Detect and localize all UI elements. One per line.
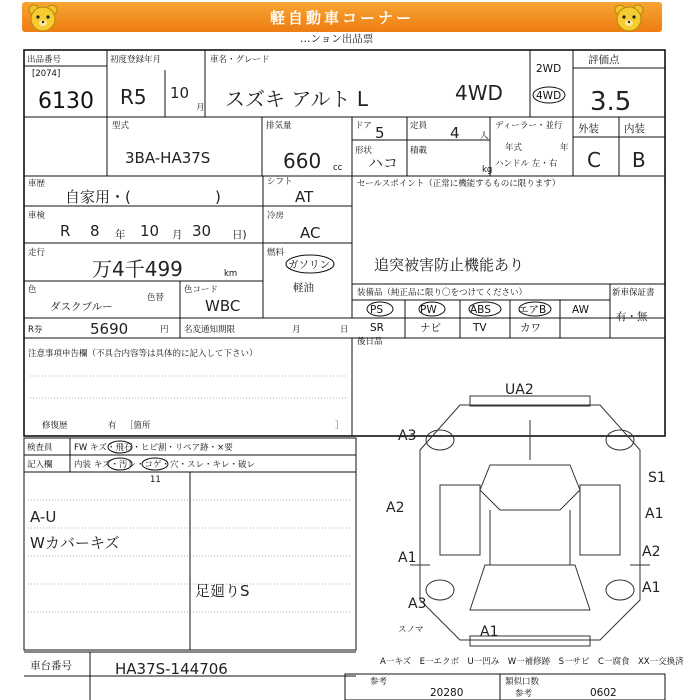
warranty-label: 新車保証書 xyxy=(612,288,655,298)
damage-mark-front-left: A3 xyxy=(398,428,417,444)
doors-value: 5 xyxy=(375,124,385,142)
usage-label: 車歴 xyxy=(28,179,46,189)
inspection-label: 車検 xyxy=(28,211,46,221)
diagram-caption: スノマ xyxy=(398,625,424,635)
handle-label: ハンドル 左・右 xyxy=(495,159,558,169)
repair-label: 修復歴 xyxy=(42,421,68,431)
model-year-unit: 年 xyxy=(560,143,569,153)
grade-label: 評価点 xyxy=(588,54,620,66)
shape-value: ハコ xyxy=(368,154,399,172)
color-code-label: 色コード xyxy=(184,285,219,295)
usage-close: ) xyxy=(215,188,221,206)
lot-code: [2074] xyxy=(32,69,61,79)
sales-point-label: セールスポイント（正常に機能するものに限ります） xyxy=(357,179,561,189)
damage-mark-right-s: S1 xyxy=(648,470,666,486)
equipment-label: 装備品（純正品に限り〇をつけてください） xyxy=(357,288,528,298)
mileage-unit: km xyxy=(224,269,238,279)
ac-label: 冷房 xyxy=(267,211,285,221)
damage-mark-rear-left: A3 xyxy=(408,596,427,612)
grade-value: 3.5 xyxy=(590,87,632,117)
inspection-day: 30 xyxy=(192,222,212,240)
inspector-row1: FW キズ・飛石・ヒビ割・リペア跡・×要 xyxy=(74,443,233,453)
delivery-label: 後日品 xyxy=(357,337,383,347)
damage-mark-right-quarter: A1 xyxy=(642,580,661,596)
title-change-day: 日 xyxy=(340,325,349,335)
displacement-value: 660 xyxy=(283,149,322,173)
inspector-row2: 内装 キズ・汚レ・コゲ・穴・スレ・キレ・破レ xyxy=(74,460,255,470)
title-change-month: 月 xyxy=(292,325,301,335)
inspection-month: 10 xyxy=(140,222,160,240)
fuel-value: ガソリン xyxy=(288,259,330,271)
interior-grade: B xyxy=(632,148,646,172)
car-name-label: 車名・グレード xyxy=(210,55,270,65)
equipment-aw: AW xyxy=(572,304,589,316)
shift-label: シフト xyxy=(267,177,293,187)
shift-value: AT xyxy=(295,188,314,206)
inspection-year-label: 年 xyxy=(115,229,126,241)
load-unit: kg xyxy=(482,165,493,175)
inspector-tick: 11 xyxy=(150,475,161,485)
sales-point-note: 追突被害防止機能あり xyxy=(374,256,525,274)
first-reg-value: R5 xyxy=(120,85,147,109)
first-reg-month: 10 xyxy=(170,84,190,102)
doors-label: ドア xyxy=(355,121,372,131)
usage-value: 自家用・( xyxy=(65,188,131,206)
equipment-pw: PW xyxy=(420,304,437,316)
inspection-era: R xyxy=(60,222,71,240)
ref1-label: 参考 xyxy=(370,677,388,687)
model-year-label: 年式 xyxy=(505,143,523,153)
damage-mark-right-door: A1 xyxy=(645,506,664,522)
exterior-grade: C xyxy=(587,148,601,172)
chassis-label: 車台番号 xyxy=(30,660,72,672)
damage-legend: A一キズ E一エクボ U一凹み W一補修跡 S一サビ C一腐食 XX一交換済 xyxy=(380,657,684,667)
equipment-abs: ABS xyxy=(470,304,491,316)
ref2-label: 類似口数 xyxy=(505,677,540,687)
damage-mark-rear: A1 xyxy=(480,624,499,640)
fuel-label: 燃料 xyxy=(267,248,285,258)
repair-close: ］ xyxy=(335,421,344,431)
displacement-unit: cc xyxy=(333,163,343,173)
model-value: 3BA-HA37S xyxy=(125,149,211,167)
color-tone-label: 色替 xyxy=(147,293,165,303)
equipment-leather: カワ xyxy=(520,322,541,334)
first-reg-label: 初度登録年月 xyxy=(110,55,162,65)
ref2-ref: 参考 xyxy=(515,689,533,699)
notes-label: 注意事項申告欄（不具合内容等は具体的に記入して下さい） xyxy=(28,349,258,359)
equipment-ps: PS xyxy=(370,304,383,316)
fuel-value2: 軽油 xyxy=(293,282,314,294)
capacity-unit: 人 xyxy=(480,131,489,141)
equipment-sr: SR xyxy=(370,322,384,334)
color-label: 色 xyxy=(28,285,37,295)
title-change-label: 名変通知期限 xyxy=(184,325,236,335)
exterior-label: 外装 xyxy=(578,123,599,135)
inspector-label2: 記入欄 xyxy=(27,460,53,470)
load-label: 積載 xyxy=(410,146,428,156)
inspection-month-label: 月 xyxy=(172,229,183,241)
inspection-year: 8 xyxy=(90,222,100,240)
chassis-value: HA37S-144706 xyxy=(115,660,228,678)
displacement-label: 排気量 xyxy=(266,121,292,131)
damage-mark-left-door: A2 xyxy=(386,500,405,516)
ac-value: AC xyxy=(300,224,321,242)
auction-title-partial: …ンョン出品票 xyxy=(300,33,374,45)
inspector-note-a-u: A-U xyxy=(30,508,57,526)
shape-label: 形状 xyxy=(355,146,373,156)
capacity-value: 4 xyxy=(450,124,460,142)
damage-mark-front: UA2 xyxy=(505,382,534,398)
equipment-tv: TV xyxy=(473,322,487,334)
first-reg-month-label: 月 xyxy=(196,103,205,113)
inspector-label1: 検査員 xyxy=(27,443,53,453)
inspector-note-wcover: Wカバーキズ xyxy=(30,534,120,552)
mileage-label: 走行 xyxy=(28,248,46,258)
color-code: WBC xyxy=(205,297,241,315)
lot-number: 6130 xyxy=(38,89,94,114)
drive-4wd: 4WD xyxy=(536,90,562,102)
repair-place: ［箇所 xyxy=(125,421,151,431)
interior-label: 内装 xyxy=(624,123,645,135)
dealer-label: ディーラー・並行 xyxy=(495,121,563,131)
lot-label: 出品番号 xyxy=(27,55,62,65)
color-value: ダスクブルー xyxy=(50,301,113,313)
car-damage-diagram xyxy=(410,396,650,646)
inspector-note-suspension: 足廻りS xyxy=(195,582,250,600)
damage-mark-right-rear: A2 xyxy=(642,544,661,560)
inspection-day-label: 日) xyxy=(232,229,247,241)
warranty-value: 有・無 xyxy=(616,311,648,323)
mileage-value: 万4千499 xyxy=(92,257,183,281)
recycle-unit: 円 xyxy=(160,325,169,335)
ref1-value: 20280 xyxy=(430,687,464,699)
recycle-label: R券 xyxy=(28,325,43,335)
equipment-airbag: エアB xyxy=(518,304,547,316)
equipment-navi: ナビ xyxy=(420,322,441,334)
ref2-value: 0602 xyxy=(590,687,617,699)
capacity-label: 定員 xyxy=(410,121,428,131)
car-drive-value: 4WD xyxy=(455,81,503,105)
car-name-value: スズキ アルト L xyxy=(225,87,369,111)
model-label: 型式 xyxy=(112,121,130,131)
recycle-value: 5690 xyxy=(90,320,129,338)
banner-title: 軽自動車コーナー xyxy=(269,9,414,27)
damage-mark-left-rear: A1 xyxy=(398,550,417,566)
drive-2wd: 2WD xyxy=(536,63,562,75)
repair-value: 有 xyxy=(108,421,117,431)
